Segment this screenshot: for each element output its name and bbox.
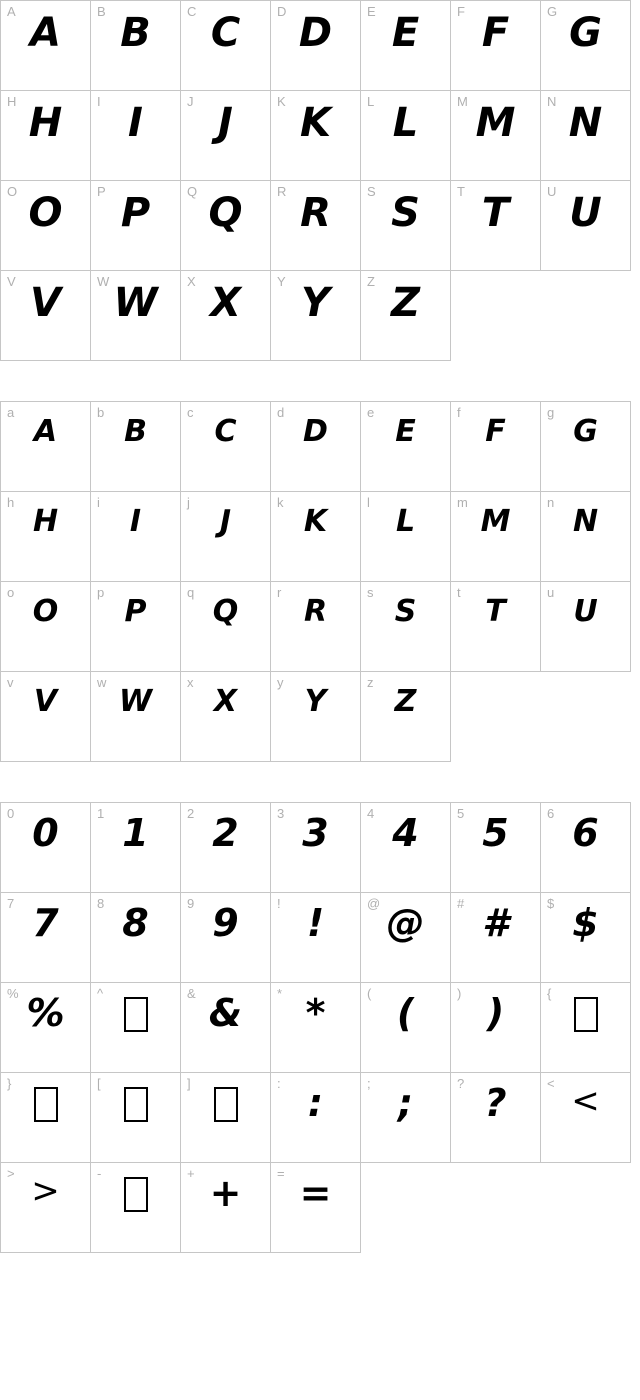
glyph-preview: W: [113, 280, 158, 326]
cell-character-label: Q: [187, 184, 198, 199]
glyph-preview: C: [214, 414, 237, 449]
glyph-preview: <: [571, 1081, 600, 1121]
cell-character-label: s: [367, 585, 374, 600]
glyph-cell: [541, 1073, 631, 1163]
cell-character-label: q: [187, 585, 195, 600]
glyph-row: [1, 1073, 631, 1163]
cell-character-label: #: [457, 896, 465, 911]
glyph-cell: [1, 1163, 91, 1253]
glyph-cell: [181, 672, 271, 762]
glyph-preview: E: [391, 10, 420, 56]
glyph-preview: @: [386, 901, 425, 945]
glyph-cell: [271, 91, 361, 181]
glyph-cell: [271, 1073, 361, 1163]
cell-character-label: 5: [457, 806, 465, 821]
cell-character-label: M: [457, 94, 468, 109]
glyph-preview: +: [209, 1171, 242, 1215]
glyph-cell: [1, 1, 91, 91]
cell-character-label: 2: [187, 806, 195, 821]
missing-glyph-box: [124, 1087, 148, 1122]
glyph-cell: [1, 893, 91, 983]
cell-character-label: 7: [7, 896, 15, 911]
glyph-cell: [361, 803, 451, 893]
glyph-row: [1, 91, 631, 181]
glyph-preview: X: [213, 684, 238, 719]
glyph-cell: [271, 492, 361, 582]
glyph-cell: [181, 1073, 271, 1163]
glyph-cell: [181, 582, 271, 672]
cell-character-label: k: [277, 495, 284, 510]
glyph-preview: O: [28, 190, 63, 236]
glyph-preview: V: [33, 684, 58, 719]
glyph-cell: [181, 181, 271, 271]
glyph-preview: M: [480, 504, 511, 539]
cell-character-label: C: [187, 4, 197, 19]
lowercase-glyph-table: [0, 401, 631, 762]
missing-glyph-box: [124, 1177, 148, 1212]
cell-character-label: P: [97, 184, 106, 199]
glyph-cell: [361, 402, 451, 492]
cell-character-label: A: [7, 4, 16, 19]
glyph-preview: ): [486, 991, 505, 1035]
cell-character-label: 8: [97, 896, 105, 911]
glyph-cell: [91, 803, 181, 893]
glyph-cell: [451, 803, 541, 893]
cell-character-label: ^: [97, 986, 104, 1001]
glyph-preview: N: [572, 504, 599, 539]
missing-glyph: [91, 1172, 180, 1222]
cell-character-label: H: [7, 94, 17, 109]
cell-character-label: B: [97, 4, 106, 19]
cell-character-label: y: [277, 675, 284, 690]
glyph-cell: [541, 181, 631, 271]
glyph-preview: W: [118, 684, 153, 719]
cell-character-label: @: [367, 896, 381, 911]
cell-character-label: h: [7, 495, 15, 510]
missing-glyph: [91, 992, 180, 1042]
glyph-cell: [361, 91, 451, 181]
cell-character-label: o: [7, 585, 15, 600]
cell-character-label: l: [367, 495, 370, 510]
cell-character-label: &: [187, 986, 196, 1001]
glyph-cell: [541, 803, 631, 893]
glyph-preview: $: [572, 901, 599, 945]
cell-character-label: ;: [367, 1076, 371, 1091]
glyph-preview: 7: [32, 901, 59, 945]
cell-character-label: K: [277, 94, 286, 109]
cell-character-label: V: [7, 274, 16, 289]
glyph-preview: O: [32, 594, 59, 629]
cell-character-label: {: [547, 986, 552, 1001]
glyph-preview: K: [300, 100, 331, 146]
cell-character-label: z: [367, 675, 374, 690]
cell-character-label: [: [97, 1076, 101, 1091]
glyph-cell: [451, 1073, 541, 1163]
glyph-preview: =: [299, 1171, 332, 1215]
cell-character-label: >: [7, 1166, 15, 1181]
cell-character-label: f: [457, 405, 461, 420]
glyph-cell: [91, 492, 181, 582]
glyph-cell: [91, 983, 181, 1073]
cell-character-label: S: [367, 184, 376, 199]
cell-character-label: U: [547, 184, 557, 199]
cell-character-label: v: [7, 675, 14, 690]
cell-character-label: J: [187, 94, 194, 109]
glyph-cell: [361, 271, 451, 361]
glyph-cell: [181, 492, 271, 582]
glyph-preview: 1: [122, 811, 149, 855]
glyph-preview: H: [28, 100, 63, 146]
cell-character-label: F: [457, 4, 465, 19]
glyph-preview: 4: [392, 811, 419, 855]
glyph-preview: D: [298, 10, 333, 56]
glyph-cell: [541, 1, 631, 91]
cell-character-label: -: [97, 1166, 102, 1181]
glyph-row: [1, 402, 631, 492]
glyph-cell: [271, 271, 361, 361]
glyph-cell: [361, 983, 451, 1073]
missing-glyph: [541, 992, 630, 1042]
cell-character-label: :: [277, 1076, 281, 1091]
glyph-row: [1, 803, 631, 893]
cell-character-label: W: [97, 274, 110, 289]
glyph-preview: S: [391, 190, 420, 236]
glyph-cell: [91, 181, 181, 271]
glyph-cell: [1, 672, 91, 762]
glyph-preview: ;: [397, 1081, 414, 1125]
glyph-preview: Y: [304, 684, 327, 719]
glyph-preview: A: [30, 10, 61, 56]
glyph-cell: [271, 672, 361, 762]
cell-character-label: Z: [367, 274, 375, 289]
glyph-cell: [361, 1, 451, 91]
glyph-preview: H: [32, 504, 59, 539]
cell-character-label: 4: [367, 806, 375, 821]
glyph-preview: K: [303, 504, 328, 539]
glyph-preview: :: [307, 1081, 324, 1125]
glyph-cell: [451, 492, 541, 582]
cell-character-label: =: [277, 1166, 285, 1181]
glyph-cell: [271, 582, 361, 672]
cell-character-label: 1: [97, 806, 105, 821]
cell-character-label: E: [367, 4, 376, 19]
missing-glyph-box: [124, 997, 148, 1032]
cell-character-label: $: [547, 896, 555, 911]
glyph-preview: Y: [301, 280, 330, 326]
glyph-preview: *: [305, 991, 326, 1035]
cell-character-label: 3: [277, 806, 285, 821]
glyph-cell: [271, 181, 361, 271]
glyph-cell: [451, 983, 541, 1073]
uppercase-glyph-table: [0, 0, 631, 361]
glyph-row: [1, 893, 631, 983]
glyph-preview: 9: [212, 901, 239, 945]
cell-character-label: L: [367, 94, 375, 109]
glyph-preview: V: [30, 280, 61, 326]
glyph-row: [1, 582, 631, 672]
glyph-cell: [451, 582, 541, 672]
cell-character-label: N: [547, 94, 557, 109]
glyph-preview: N: [568, 100, 603, 146]
cell-character-label: r: [277, 585, 282, 600]
cell-character-label: ): [457, 986, 462, 1001]
glyph-cell: [271, 803, 361, 893]
glyph-cell: [451, 181, 541, 271]
glyph-cell: [541, 983, 631, 1073]
cell-character-label: b: [97, 405, 105, 420]
glyph-cell: [361, 582, 451, 672]
glyph-cell: [181, 91, 271, 181]
glyph-cell: [271, 1163, 361, 1253]
missing-glyph: [91, 1082, 180, 1132]
glyph-preview: U: [573, 594, 598, 629]
cell-character-label: +: [187, 1166, 195, 1181]
glyph-preview: F: [481, 10, 510, 56]
glyph-cell: [181, 271, 271, 361]
cell-character-label: t: [457, 585, 461, 600]
cell-character-label: ?: [457, 1076, 465, 1091]
glyph-cell: [271, 402, 361, 492]
glyph-cell: [1, 803, 91, 893]
cell-character-label: c: [187, 405, 194, 420]
glyph-cell: [541, 492, 631, 582]
glyph-preview: I: [128, 100, 143, 146]
cell-character-label: T: [457, 184, 465, 199]
glyph-preview: R: [303, 594, 328, 629]
glyph-preview: 5: [482, 811, 509, 855]
cell-character-label: ]: [187, 1076, 191, 1091]
cell-character-label: <: [547, 1076, 555, 1091]
glyph-cell: [1, 983, 91, 1073]
glyph-preview: X: [210, 280, 241, 326]
cell-character-label: p: [97, 585, 105, 600]
cell-character-label: }: [7, 1076, 12, 1091]
glyph-preview: !: [306, 901, 325, 945]
glyph-cell: [541, 893, 631, 983]
glyph-preview: Q: [212, 594, 239, 629]
missing-glyph-box: [574, 997, 598, 1032]
glyph-cell: [361, 1073, 451, 1163]
cell-character-label: X: [187, 274, 196, 289]
glyph-preview: L: [392, 100, 419, 146]
glyph-preview: 3: [302, 811, 329, 855]
cell-character-label: 0: [7, 806, 15, 821]
cell-character-label: x: [187, 675, 194, 690]
cell-character-label: i: [97, 495, 100, 510]
symbols-glyph-table: [0, 802, 631, 1253]
cell-character-label: !: [277, 896, 281, 911]
glyph-preview: S: [394, 594, 417, 629]
glyph-cell: [1, 271, 91, 361]
glyph-cell: [361, 672, 451, 762]
glyph-preview: T: [485, 594, 506, 629]
glyph-cell: [361, 492, 451, 582]
glyph-cell: [451, 1, 541, 91]
glyph-cell: [361, 893, 451, 983]
glyph-preview: ?: [484, 1081, 507, 1125]
cell-character-label: 6: [547, 806, 555, 821]
glyph-preview: >: [31, 1171, 60, 1211]
glyph-preview: P: [120, 190, 151, 236]
glyph-cell: [1, 402, 91, 492]
glyph-cell: [91, 1, 181, 91]
glyph-cell: [271, 893, 361, 983]
glyph-preview: F: [485, 414, 506, 449]
glyph-cell: [271, 983, 361, 1073]
glyph-cell: [1, 91, 91, 181]
glyph-preview: 6: [572, 811, 599, 855]
missing-glyph: [1, 1082, 90, 1132]
glyph-row: [1, 271, 631, 361]
glyph-cell: [91, 271, 181, 361]
glyph-preview: (: [396, 991, 415, 1035]
glyph-cell: [91, 1073, 181, 1163]
glyph-cell: [91, 893, 181, 983]
glyph-preview: P: [124, 594, 147, 629]
glyph-cell: [1, 1073, 91, 1163]
cell-character-label: m: [457, 495, 468, 510]
glyph-cell: [91, 672, 181, 762]
cell-character-label: e: [367, 405, 375, 420]
glyph-cell: [181, 983, 271, 1073]
glyph-cell: [361, 181, 451, 271]
glyph-cell: [181, 1, 271, 91]
glyph-cell: [91, 91, 181, 181]
cell-character-label: (: [367, 986, 372, 1001]
cell-character-label: D: [277, 4, 287, 19]
glyph-preview: G: [569, 10, 602, 56]
glyph-cell: [451, 402, 541, 492]
cell-character-label: %: [7, 986, 19, 1001]
glyph-preview: G: [573, 414, 598, 449]
glyph-preview: I: [129, 504, 142, 539]
glyph-row: [1, 492, 631, 582]
glyph-cell: [181, 803, 271, 893]
glyph-cell: [181, 893, 271, 983]
glyph-preview: 0: [32, 811, 59, 855]
cell-character-label: d: [277, 405, 285, 420]
glyph-preview: J: [218, 100, 233, 146]
cell-character-label: w: [97, 675, 107, 690]
glyph-preview: &: [208, 991, 243, 1035]
glyph-preview: Z: [390, 280, 420, 326]
glyph-row: [1, 1, 631, 91]
glyph-preview: 2: [212, 811, 239, 855]
glyph-preview: L: [395, 504, 416, 539]
glyph-row: [1, 1163, 631, 1253]
cell-character-label: Y: [277, 274, 286, 289]
cell-character-label: u: [547, 585, 555, 600]
glyph-preview: E: [395, 414, 416, 449]
cell-character-label: I: [97, 94, 101, 109]
glyph-row: [1, 181, 631, 271]
glyph-preview: B: [124, 414, 147, 449]
glyph-cell: [541, 582, 631, 672]
glyph-cell: [1, 492, 91, 582]
cell-character-label: g: [547, 405, 555, 420]
glyph-preview: A: [33, 414, 58, 449]
glyph-preview: Z: [394, 684, 417, 719]
glyph-cell: [271, 1, 361, 91]
glyph-row: [1, 672, 631, 762]
cell-character-label: n: [547, 495, 555, 510]
missing-glyph-box: [214, 1087, 238, 1122]
glyph-row: [1, 983, 631, 1073]
cell-character-label: j: [187, 495, 190, 510]
cell-character-label: R: [277, 184, 287, 199]
glyph-preview: Q: [208, 190, 243, 236]
glyph-preview: R: [300, 190, 331, 236]
glyph-cell: [541, 91, 631, 181]
cell-character-label: O: [7, 184, 18, 199]
glyph-cell: [1, 181, 91, 271]
glyph-preview: %: [26, 991, 65, 1035]
glyph-preview: B: [120, 10, 151, 56]
glyph-cell: [91, 1163, 181, 1253]
cell-character-label: G: [547, 4, 558, 19]
glyph-preview: U: [569, 190, 602, 236]
cell-character-label: 9: [187, 896, 195, 911]
missing-glyph: [181, 1082, 270, 1132]
glyph-preview: T: [481, 190, 510, 236]
missing-glyph-box: [34, 1087, 58, 1122]
glyph-preview: #: [482, 901, 509, 945]
cell-character-label: *: [277, 986, 283, 1001]
glyph-cell: [451, 91, 541, 181]
glyph-cell: [541, 402, 631, 492]
glyph-preview: D: [303, 414, 328, 449]
glyph-cell: [451, 893, 541, 983]
cell-character-label: a: [7, 405, 15, 420]
glyph-cell: [1, 582, 91, 672]
glyph-cell: [91, 582, 181, 672]
glyph-preview: J: [219, 504, 232, 539]
glyph-preview: C: [210, 10, 241, 56]
glyph-cell: [181, 402, 271, 492]
glyph-cell: [91, 402, 181, 492]
glyph-preview: M: [475, 100, 516, 146]
glyph-cell: [181, 1163, 271, 1253]
glyph-preview: 8: [122, 901, 149, 945]
